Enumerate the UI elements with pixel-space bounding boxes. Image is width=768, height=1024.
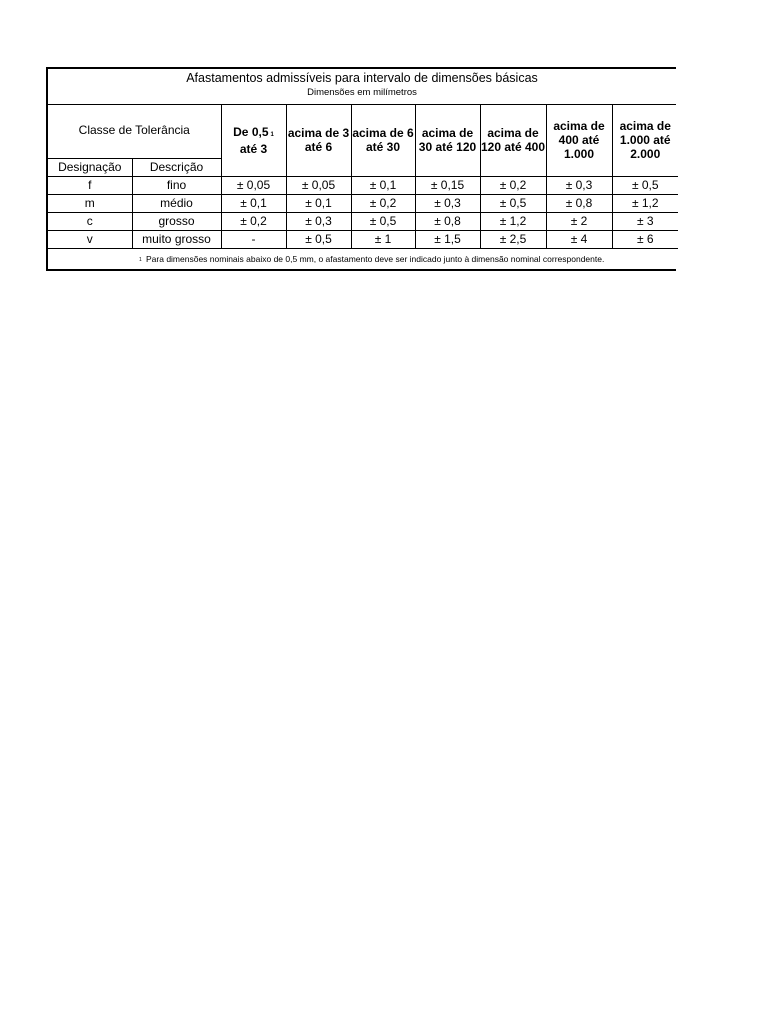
value-cell: ± 0,3 bbox=[546, 176, 612, 194]
table-subtitle: Dimensões em milímetros bbox=[307, 87, 417, 98]
description-cell: muito grosso bbox=[132, 230, 221, 248]
table-row bbox=[48, 230, 678, 248]
range-header-2: acima de 6 até 30 bbox=[351, 105, 415, 176]
range-header-0-label2: até 3 bbox=[239, 141, 268, 156]
value-cell: ± 0,1 bbox=[286, 194, 351, 212]
range-header-3: acima de 30 até 120 bbox=[415, 105, 480, 176]
designation-cell: c bbox=[48, 212, 132, 230]
value-cell: ± 0,15 bbox=[415, 176, 480, 194]
value-cell: ± 0,5 bbox=[480, 194, 546, 212]
range-header-0 bbox=[221, 105, 286, 176]
value-cell: ± 0,1 bbox=[351, 176, 415, 194]
value-cell: - bbox=[221, 230, 286, 248]
tolerance-grid bbox=[48, 105, 678, 249]
value-cell: ± 0,05 bbox=[221, 176, 286, 194]
value-cell: ± 4 bbox=[546, 230, 612, 248]
value-cell: ± 0,3 bbox=[286, 212, 351, 230]
footnote bbox=[48, 249, 676, 269]
value-cell: ± 1 bbox=[351, 230, 415, 248]
class-header: Classe de Tolerância bbox=[48, 105, 221, 158]
table-row bbox=[48, 212, 678, 230]
table-row bbox=[48, 176, 678, 194]
value-cell: ± 0,05 bbox=[286, 176, 351, 194]
value-cell: ± 0,5 bbox=[612, 176, 678, 194]
description-cell: grosso bbox=[132, 212, 221, 230]
value-cell: ± 0,5 bbox=[351, 212, 415, 230]
description-cell: médio bbox=[132, 194, 221, 212]
value-cell: ± 1,2 bbox=[480, 212, 546, 230]
range-header-4: acima de 120 até 400 bbox=[480, 105, 546, 176]
table-title: Afastamentos admissíveis para intervalo de dimensões básicas bbox=[186, 71, 538, 85]
value-cell: ± 0,2 bbox=[480, 176, 546, 194]
range-header-1: acima de 3 até 6 bbox=[286, 105, 351, 176]
description-header: Descrição bbox=[132, 158, 221, 176]
value-cell: ± 2 bbox=[546, 212, 612, 230]
tolerance-table-sheet bbox=[46, 67, 676, 271]
range-header-0-label: De 0,5 bbox=[233, 124, 269, 139]
value-cell: ± 2,5 bbox=[480, 230, 546, 248]
value-cell: ± 3 bbox=[612, 212, 678, 230]
value-cell: ± 6 bbox=[612, 230, 678, 248]
value-cell: ± 0,2 bbox=[351, 194, 415, 212]
description-cell: fino bbox=[132, 176, 221, 194]
range-header-5: acima de 400 até 1.000 bbox=[546, 105, 612, 176]
value-cell: ± 0,8 bbox=[546, 194, 612, 212]
value-cell: ± 0,8 bbox=[415, 212, 480, 230]
range-header-6: acima de 1.000 até 2.000 bbox=[612, 105, 678, 176]
header-row bbox=[48, 105, 678, 158]
footnote-text: Para dimensões nominais abaixo de 0,5 mm, o afastamento deve ser indicado junto à dimensão nominal correspondente. bbox=[146, 253, 605, 264]
value-cell: ± 1,5 bbox=[415, 230, 480, 248]
footnote-ref-mark: 1 bbox=[270, 131, 274, 138]
title-block bbox=[48, 69, 676, 105]
value-cell: ± 0,5 bbox=[286, 230, 351, 248]
designation-cell: f bbox=[48, 176, 132, 194]
designation-cell: v bbox=[48, 230, 132, 248]
value-cell: ± 0,3 bbox=[415, 194, 480, 212]
table-row bbox=[48, 194, 678, 212]
value-cell: ± 0,2 bbox=[221, 212, 286, 230]
value-cell: ± 0,1 bbox=[221, 194, 286, 212]
designation-cell: m bbox=[48, 194, 132, 212]
footnote-mark: 1 bbox=[139, 256, 142, 263]
value-cell: ± 1,2 bbox=[612, 194, 678, 212]
designation-header: Designação bbox=[48, 158, 132, 176]
